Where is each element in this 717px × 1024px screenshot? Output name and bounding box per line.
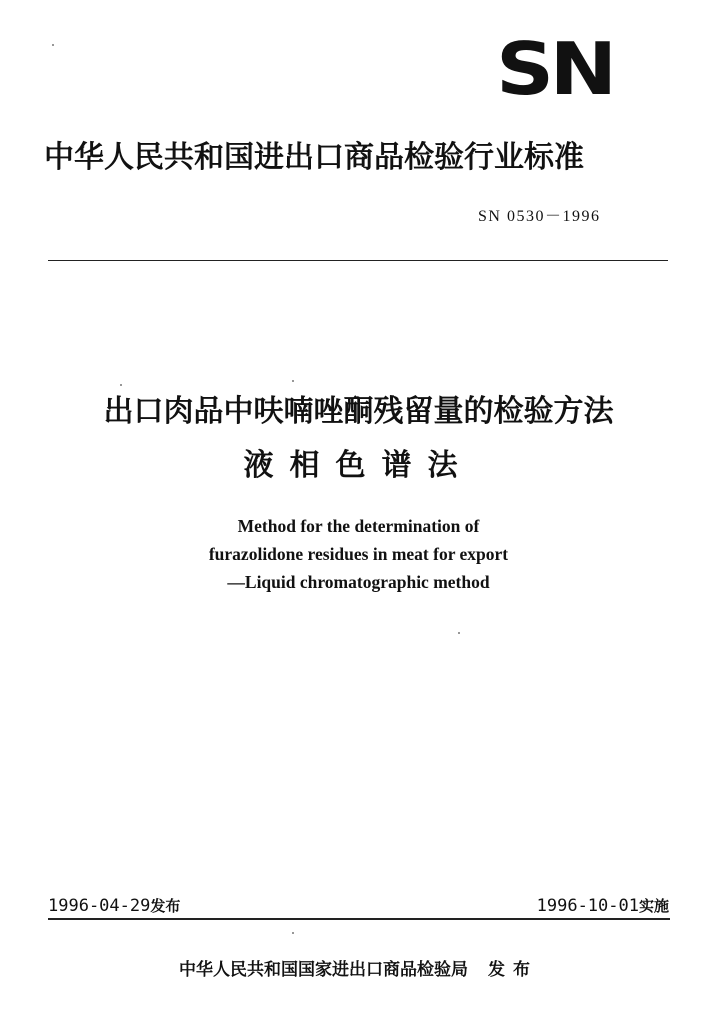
scan-speck <box>120 384 122 386</box>
issue-date-block <box>48 896 180 916</box>
document-title-en <box>0 512 717 596</box>
top-divider <box>48 260 668 261</box>
agency-title: 中华人民共和国进出口商品检验行业标准 <box>44 140 584 175</box>
document-subtitle-cn: 液相色谱法 <box>243 448 474 483</box>
title-en-line-2: furazolidone residues in meat for export <box>208 544 509 564</box>
scan-speck <box>292 380 294 382</box>
standard-code: SN 0530－1996 <box>478 208 601 225</box>
publisher-verb: 发布 <box>488 960 538 980</box>
scan-speck <box>292 932 294 934</box>
document-title-cn: 出口肉品中呋喃唑酮残留量的检验方法 <box>103 394 614 429</box>
publisher-line <box>0 958 717 982</box>
implement-label: 实施 <box>638 897 669 915</box>
issue-date: 1996-04-29 <box>48 896 151 916</box>
scan-speck <box>52 44 54 46</box>
title-en-line-3: —Liquid chromatographic method <box>227 572 490 592</box>
bottom-divider <box>48 918 670 920</box>
issue-label: 发布 <box>150 897 181 915</box>
scan-speck <box>458 632 460 634</box>
sn-logo: SN <box>496 27 613 111</box>
publisher-name: 中华人民共和国国家进出口商品检验局 <box>179 960 468 980</box>
title-en-line-1: Method for the determination of <box>237 516 480 536</box>
implement-date: 1996-10-01 <box>536 896 639 916</box>
implement-date-block <box>537 896 669 916</box>
